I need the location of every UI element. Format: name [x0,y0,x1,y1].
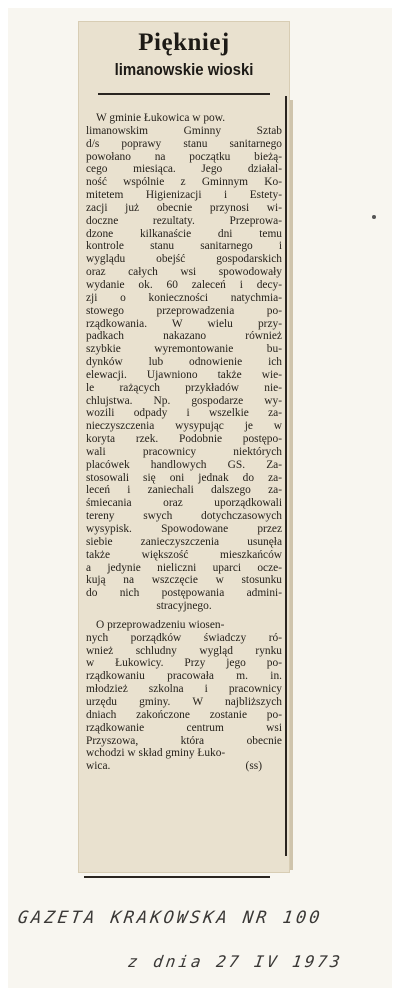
article-line: wyglądu obejść gospodarskich [86,253,282,266]
article-title: Piękniej [138,29,230,56]
article-line: zji o konieczności natychmia- [86,291,282,304]
article-line: wozili odpady i wszelkie za- [86,407,282,420]
article-line: rządkowania. W wielu przy- [86,317,282,330]
article-line: szybkie wyremontowanie bu- [86,343,282,356]
article-line: śmiecania oraz uporządkowali [86,497,282,510]
article-line: limanowskim Gminny Sztab [86,124,282,137]
article-line: rządkowaniu pracowała m. in. [86,670,282,683]
article-line: siebie zanieczyszczenia usunęła [86,535,282,548]
title-rule [98,93,270,95]
article-line: W gminie Łukowica w pow. [96,112,226,124]
article-line: le rażących przykładów nie- [86,381,282,394]
article-line: w Łukowicy. Przy jego po- [86,657,282,670]
article-line: do nich postępowania admini- [86,587,282,600]
ink-dot [372,215,376,219]
article-line: chlujstwa. Np. gospodarze wy- [86,394,282,407]
article-line: mitetem Higienizacji i Estety- [86,189,282,202]
paragraph-1 [86,112,282,613]
headline [86,28,282,82]
article-line: tereny swych dotychczasowych [86,510,282,523]
author-signature: (ss) [245,760,262,773]
article-line: a jedynie nieliczni uparci ocze- [86,561,282,574]
article-line: urzędu gminy. W najbliższych [86,695,282,708]
article-line: O przeprowadzeniu wiosen- [96,618,225,631]
article-line: ność wspólnie z Gminnym Ko- [86,176,282,189]
article-line: dzone kilkanaście dni temu [86,227,282,240]
article-line: nieczyszczenia wysypując je w [86,420,282,433]
article-line: wali pracownicy niektórych [86,445,282,458]
closing-word: wica. [86,760,111,773]
article-line: stowego przeprowadzenia po- [86,304,282,317]
article-line: koryta rzek. Podobnie postępo- [86,433,282,446]
article-line: zacji już obecnie przynosi wi- [86,201,282,214]
article-line: stracyjnego. [156,600,212,613]
article-line: młodzież szkolna i pracownicy [86,683,282,696]
handwritten-date-note: z dnia 27 IV 1973 [126,952,345,971]
article-line: powołano na początku bieżą- [86,150,282,163]
article-line: wchodzi w skład gminy Łuko- [86,747,226,760]
article-line: stosowali się oni jednak do za- [86,471,282,484]
article-line: wydanie ok. 60 zaleceń i decy- [86,278,282,291]
article-line: kują na wszczęcie w stosunku [86,574,282,587]
article-line: wnież schludny wygląd rynku [86,644,282,657]
paragraph-2 [86,619,282,760]
article-line: cego miesiąca. Jego działal- [86,163,282,176]
article-signoff [86,760,282,773]
article-body [86,112,282,773]
article-line: Przyszowa, która obecnie [86,734,282,747]
article-line: doczne rezultaty. Przeprowa- [86,214,282,227]
article-line: kontrole stanu sanitarnego i [86,240,282,253]
article-line: nych porządków świadczy ró- [86,631,282,644]
article-line: wysypisk. Spowodowane przez [86,523,282,535]
article-line: dynków lub odnowienie ich [86,356,282,369]
article-line: elewacji. Ujawniono także wie- [86,368,282,381]
article-line: oraz całych wsi spowodowały [86,266,282,279]
article-line: dniach zakończone zostanie po- [86,708,282,721]
article-line: placówek handlowych GS. Za- [86,458,282,471]
article-line: rządkowanie centrum wsi [86,721,282,734]
article-line: także większość mieszkańców [86,548,282,561]
article-line: d/s poprawy stanu sanitarnego [86,137,282,150]
article-line: leceń i zaniechali dalszego za- [86,484,282,497]
clipping-edge-shadow [290,100,293,870]
article-line: padkach nakazano również [86,330,282,343]
bottom-rule [84,876,270,878]
handwritten-source-note: GAZETA KRAKOWSKA NR 100 [16,908,324,928]
column-rule-right [285,96,287,856]
article-subtitle: limanowskie wioski [114,60,254,79]
